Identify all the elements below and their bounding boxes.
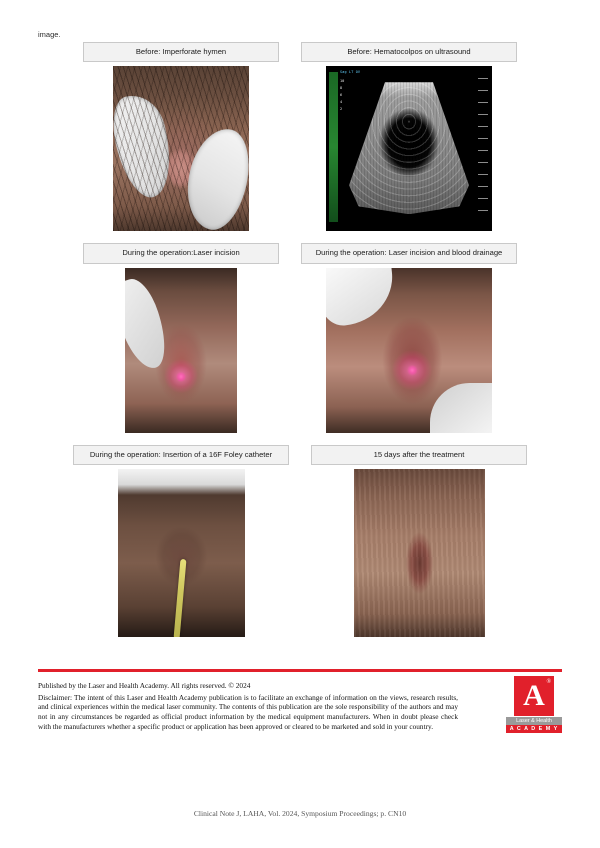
laser-spot-glow xyxy=(392,350,432,390)
ultrasound-overlay-text: Sag LT OV xyxy=(340,70,361,75)
photo-hematocolpos-ultrasound xyxy=(326,66,492,231)
logo-letter-text: A xyxy=(523,679,545,712)
figure-image-wrapper xyxy=(118,469,245,637)
figure-row-1 xyxy=(38,42,562,231)
figure-caption: During the operation:Laser incision xyxy=(83,243,279,263)
ultrasound-color-bar xyxy=(329,72,338,222)
logo-line-2: A C A D E M Y xyxy=(506,725,562,733)
laser-spot-glow xyxy=(164,359,198,393)
photo-laser-incision xyxy=(125,268,237,433)
figure-image-wrapper xyxy=(326,66,492,231)
figure-laser-incision xyxy=(83,243,279,432)
ultrasound-depth-labels: 10 8 6 4 2 xyxy=(340,79,345,112)
footer-disclaimer: Disclaimer: The intent of this Laser and Health Academy publication is to facilitate an exchange of information on the views, research results, and clinical experiences within the medical laser community. The contents of this publication are the sole responsibility of the authors and may not in any circumstances be regarded as official product information by the medical equipment manufacturers. When in doubt please check with the manufacturers whether a specific product or application has been approved or cleared to be marketed and sold in your country. xyxy=(38,692,458,731)
figure-hematocolpos-ultrasound xyxy=(301,42,517,231)
photo-foley-catheter-insertion xyxy=(118,469,245,637)
gloved-hand-shape xyxy=(125,274,174,374)
ultrasound-scale-ticks xyxy=(478,78,488,218)
logo-letter xyxy=(514,676,554,716)
drape-shape xyxy=(430,383,492,433)
photo-laser-incision-blood-drainage xyxy=(326,268,492,433)
photo-texture-overlay xyxy=(113,66,249,231)
figure-image-wrapper xyxy=(326,268,492,433)
footer-text xyxy=(38,681,458,732)
ultrasound-sector-image xyxy=(349,82,469,214)
figure-row-3 xyxy=(38,445,562,637)
logo-line-1: Laser & Health xyxy=(506,717,562,725)
figure-caption: 15 days after the treatment xyxy=(311,445,527,465)
gloved-hand-shape xyxy=(326,268,397,328)
figure-image-wrapper xyxy=(125,268,237,433)
figure-laser-incision-blood-drainage xyxy=(301,243,517,432)
figure-15-days-after-treatment xyxy=(311,445,527,637)
footer-published: Published by the Laser and Health Academy. All rights reserved. © 2024 xyxy=(38,681,251,690)
photo-15-days-after-treatment xyxy=(354,469,485,637)
figure-row-2 xyxy=(38,243,562,432)
drape-shape xyxy=(118,469,245,495)
figure-caption: Before: Hematocolpos on ultrasound xyxy=(301,42,517,62)
laha-logo xyxy=(506,676,562,733)
footer-divider xyxy=(38,669,562,672)
figure-caption: During the operation: Insertion of a 16F Foley catheter xyxy=(73,445,289,465)
catheter-tube xyxy=(174,559,187,636)
page-footer: Clinical Note J, LAHA, Vol. 2024, Symposium Proceedings; p. CN10 xyxy=(193,809,407,818)
photo-imperforate-hymen xyxy=(113,66,249,231)
top-note: image. xyxy=(38,30,61,39)
trademark-icon: ® xyxy=(546,679,551,685)
figure-imperforate-hymen xyxy=(83,42,279,231)
figure-caption: During the operation: Laser incision and blood drainage xyxy=(301,243,517,263)
figure-caption: Before: Imperforate hymen xyxy=(83,42,279,62)
figure-image-wrapper xyxy=(354,469,485,637)
figure-foley-catheter-insertion xyxy=(73,445,289,637)
figure-image-wrapper xyxy=(113,66,249,231)
figure-grid xyxy=(38,42,562,643)
